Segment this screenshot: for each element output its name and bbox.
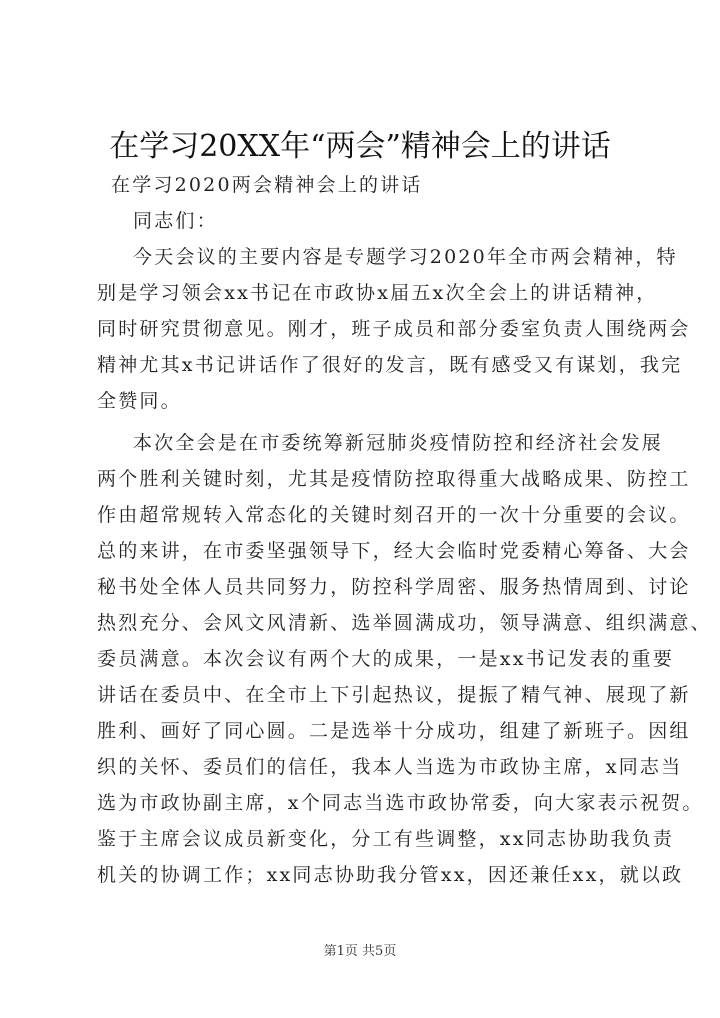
document-subtitle: 在学习2020两会精神会上的讲话	[111, 174, 423, 196]
paragraph-line: 精神尤其x书记讲话作了很好的发言，既有感受又有谋划，我完	[97, 354, 683, 376]
paragraph-line: 讲话在委员中、在全市上下引起热议，提振了精气神、展现了新	[97, 684, 691, 706]
paragraph-line: 全赞同。	[97, 390, 182, 412]
paragraph-line: 本次全会是在市委统筹新冠肺炎疫情防控和经济社会发展	[133, 432, 664, 454]
page-indicator: 第1页 共5页	[323, 944, 397, 959]
document-title: 在学习20XX年“两会”精神会上的讲话	[109, 129, 611, 164]
paragraph-line: 委员满意。本次会议有两个大的成果，一是xx书记发表的重要	[97, 648, 675, 670]
paragraph-line: 热烈充分、会风文风清新、选举圆满成功，领导满意、组织满意、	[97, 612, 712, 634]
paragraph-line: 别是学习领会xx书记在市政协x届五x次全会上的讲话精神，	[97, 282, 658, 304]
salutation: 同志们：	[133, 210, 218, 232]
paragraph-line: 两个胜利关键时刻，尤其是疫情防控取得重大战略成果、防控工	[97, 468, 691, 490]
paragraph-line: 胜利、画好了同心圆。二是选举十分成功，组建了新班子。因组	[97, 720, 691, 742]
paragraph-line: 今天会议的主要内容是专题学习2020年全市两会精神，特	[133, 246, 678, 268]
paragraph-line: 总的来讲，在市委坚强领导下，经大会临时党委精心筹备、大会	[97, 540, 691, 562]
paragraph-line: 机关的协调工作；xx同志协助我分管xx，因还兼任xx，就以政	[97, 864, 684, 886]
paragraph-line: 织的关怀、委员们的信任，我本人当选为市政协主席，x同志当	[97, 756, 683, 778]
paragraph-line: 作由超常规转入常态化的关键时刻召开的一次十分重要的会议。	[97, 504, 691, 526]
paragraph-line: 鉴于主席会议成员新变化，分工有些调整，xx同志协助我负责	[97, 828, 675, 850]
paragraph-line: 秘书处全体人员共同努力，防控科学周密、服务热情周到、讨论	[97, 576, 691, 598]
paragraph-line: 选为市政协副主席，x个同志当选市政协常委，向大家表示祝贺。	[97, 792, 704, 814]
paragraph-line: 同时研究贯彻意见。刚才，班子成员和部分委室负责人围绕两会	[97, 318, 691, 340]
